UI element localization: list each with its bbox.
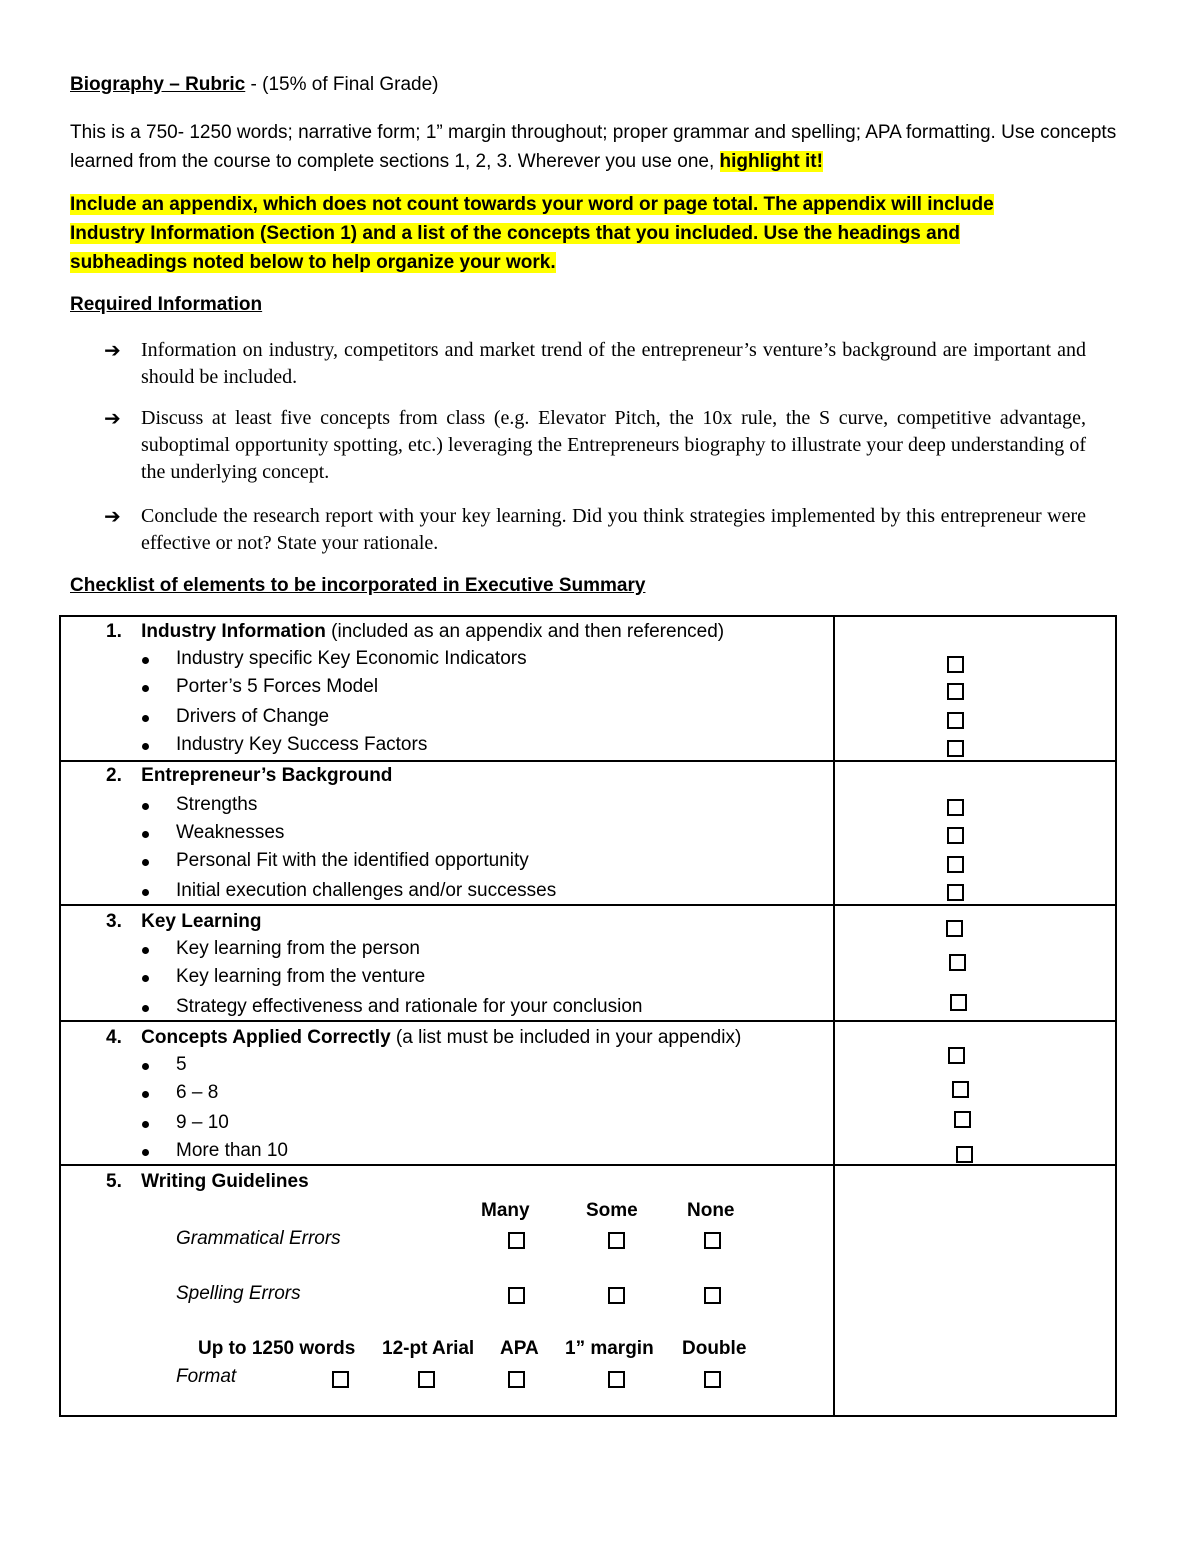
format-header-words: Up to 1250 words	[198, 1338, 356, 1359]
section-title: Writing Guidelines	[141, 1171, 309, 1192]
format-header-font: 12-pt Arial	[382, 1338, 475, 1359]
format-header-margin: 1” margin	[565, 1338, 654, 1359]
checkbox[interactable]	[508, 1232, 525, 1249]
section-2-header	[106, 764, 392, 788]
section-item: 5	[176, 1054, 187, 1075]
bullet-dot	[142, 889, 149, 896]
checkbox[interactable]	[947, 799, 964, 816]
checkbox[interactable]	[947, 683, 964, 700]
section-title: Industry Information	[141, 621, 326, 642]
section-item: Key learning from the person	[176, 938, 420, 959]
intro-text: This is a 750- 1250 words; narrative form; 1” margin throughout; proper grammar and spelling; APA formatting. Use concepts learned from the course to complete sections 1, 2, 3. Wherever you use one,	[70, 122, 1117, 172]
section-item: Industry Key Success Factors	[176, 734, 428, 755]
bullet-dot	[142, 1005, 149, 1012]
column-header-some: Some	[586, 1200, 638, 1221]
document-title	[70, 74, 439, 96]
checkbox[interactable]	[948, 1047, 965, 1064]
table-row-divider	[59, 1164, 1117, 1166]
checkbox[interactable]	[947, 884, 964, 901]
format-label: Format	[176, 1366, 237, 1387]
table-row-divider	[59, 904, 1117, 906]
section-item: 9 – 10	[176, 1112, 229, 1133]
bullet-dot	[142, 743, 149, 750]
section-item: More than 10	[176, 1140, 288, 1161]
section-note: (included as an appendix and then referenced)	[325, 621, 725, 642]
arrow-icon: ➔	[104, 504, 121, 528]
checkbox[interactable]	[947, 856, 964, 873]
bullet-dot	[142, 975, 149, 982]
section-item: Strategy effectiveness and rationale for your conclusion	[176, 996, 643, 1017]
section-number: 3.	[106, 911, 122, 932]
section-5-header	[106, 1170, 309, 1194]
bullet-dot	[142, 685, 149, 692]
bullet-dot	[142, 1149, 149, 1156]
checkbox[interactable]	[950, 994, 967, 1011]
checkbox[interactable]	[947, 827, 964, 844]
required-heading: Required Information	[70, 294, 263, 315]
table-row-divider	[59, 1020, 1117, 1022]
section-item: Personal Fit with the identified opportunity	[176, 850, 529, 871]
section-3-header	[106, 910, 262, 934]
required-bullet	[104, 337, 1086, 391]
checkbox[interactable]	[946, 920, 963, 937]
section-note: (a list must be included in your appendix)	[390, 1027, 742, 1048]
bullet-dot	[142, 1091, 149, 1098]
section-4-header	[106, 1026, 741, 1050]
section-title: Entrepreneur’s Background	[141, 765, 393, 786]
section-number: 5.	[106, 1171, 122, 1192]
checkbox[interactable]	[332, 1371, 349, 1388]
section-title: Concepts Applied Correctly	[141, 1027, 391, 1048]
bullet-dot	[142, 859, 149, 866]
checklist-heading: Checklist of elements to be incorporated in Executive Summary	[70, 575, 646, 596]
checkbox[interactable]	[704, 1371, 721, 1388]
checkbox[interactable]	[954, 1111, 971, 1128]
required-bullet	[104, 503, 1086, 557]
checkbox[interactable]	[608, 1232, 625, 1249]
bullet-dot	[142, 947, 149, 954]
required-bullet-text: Information on industry, competitors and market trend of the entrepreneur’s venture’s background are important and should be included.	[141, 339, 1086, 388]
appendix-note	[70, 190, 1070, 277]
bullet-dot	[142, 1063, 149, 1070]
title-heading: Biography – Rubric	[70, 74, 246, 95]
bullet-dot	[142, 1121, 149, 1128]
bullet-dot	[142, 715, 149, 722]
table-column-divider	[833, 615, 835, 1417]
required-bullet-text: Conclude the research report with your key learning. Did you think strategies implemented by this entrepreneur were effective or not? State your rationale.	[141, 505, 1086, 554]
spelling-errors-label: Spelling Errors	[176, 1283, 301, 1304]
section-item: Weaknesses	[176, 822, 285, 843]
section-number: 2.	[106, 765, 122, 786]
checkbox[interactable]	[956, 1146, 973, 1163]
format-header-apa: APA	[500, 1338, 539, 1359]
bullet-dot	[142, 803, 149, 810]
appendix-note-text: Include an appendix, which does not count towards your word or page total. The appendix will include Industry Information (Section 1) and a list of the concepts that you included. Use the headings and subheadings noted below to help organize your work.	[70, 194, 994, 273]
arrow-icon: ➔	[104, 338, 121, 362]
checkbox[interactable]	[418, 1371, 435, 1388]
checkbox[interactable]	[952, 1081, 969, 1098]
section-item: 6 – 8	[176, 1082, 219, 1103]
table-row-divider	[59, 760, 1117, 762]
section-title: Key Learning	[141, 911, 262, 932]
arrow-icon: ➔	[104, 406, 121, 430]
checkbox[interactable]	[704, 1287, 721, 1304]
section-item: Industry specific Key Economic Indicators	[176, 648, 527, 669]
checkbox[interactable]	[949, 954, 966, 971]
checkbox[interactable]	[608, 1287, 625, 1304]
grammatical-errors-label: Grammatical Errors	[176, 1228, 341, 1249]
section-item: Key learning from the venture	[176, 966, 426, 987]
column-header-none: None	[687, 1200, 735, 1221]
section-number: 1.	[106, 621, 122, 642]
required-bullet-text: Discuss at least five concepts from class (e.g. Elevator Pitch, the 10x rule, the S curve, competitive advantage, suboptimal opportunity spotting, etc.) leveraging the Entrepreneurs biography to illustrate your deep understanding of the underlying concept.	[141, 407, 1086, 483]
checkbox[interactable]	[947, 656, 964, 673]
required-bullet	[104, 405, 1086, 486]
section-1-header	[106, 620, 724, 644]
intro-paragraph	[70, 118, 1140, 176]
section-item: Porter’s 5 Forces Model	[176, 676, 379, 697]
column-header-many: Many	[481, 1200, 530, 1221]
section-item: Strengths	[176, 794, 258, 815]
checkbox[interactable]	[947, 740, 964, 757]
intro-highlight: highlight it!	[719, 151, 823, 172]
checkbox[interactable]	[608, 1371, 625, 1388]
checkbox[interactable]	[508, 1287, 525, 1304]
checkbox[interactable]	[947, 712, 964, 729]
section-number: 4.	[106, 1027, 122, 1048]
title-suffix: - (15% of Final Grade)	[245, 74, 439, 95]
bullet-dot	[142, 657, 149, 664]
checkbox[interactable]	[704, 1232, 721, 1249]
section-item: Drivers of Change	[176, 706, 330, 727]
bullet-dot	[142, 831, 149, 838]
checkbox[interactable]	[508, 1371, 525, 1388]
format-header-double: Double	[682, 1338, 747, 1359]
section-item: Initial execution challenges and/or successes	[176, 880, 557, 901]
